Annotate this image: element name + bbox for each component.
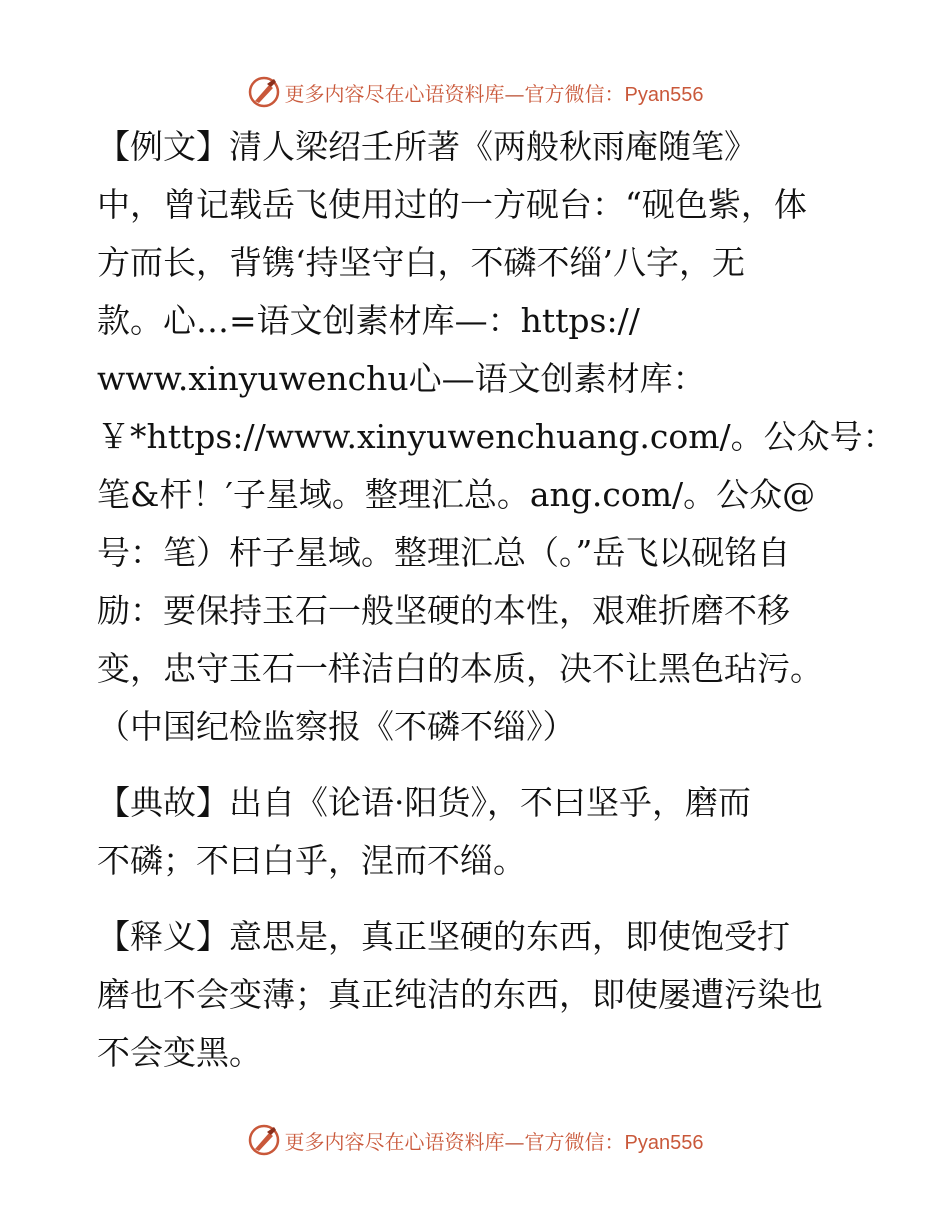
text-line: 变，忠守玉石一样洁白的本质，决不让黑色玷污。 <box>97 649 823 688</box>
allusion-paragraph <box>97 774 857 890</box>
pen-in-circle-logo-icon <box>247 1123 281 1157</box>
example-paragraph <box>97 118 896 756</box>
text-line: ￥*https://www.xinyuwenchuang.com/。公众号： <box>97 417 896 456</box>
text-line: 【释义】意思是，真正坚硬的东西，即使饱受打 <box>97 917 790 956</box>
document-body <box>97 118 896 1100</box>
pen-in-circle-logo-icon <box>247 75 281 109</box>
text-line: 磨也不会变薄；真正纯洁的东西，即使屡遭污染也 <box>97 975 823 1014</box>
text-line: （中国纪检监察报《不磷不缁》） <box>97 707 576 746</box>
text-line: 款。心…=语文创素材库—：https:// <box>97 301 640 340</box>
text-line: 不磷；不曰白乎，涅而不缁。 <box>97 841 526 880</box>
header-text: 更多内容尽在心语资料库—官方微信：Pyan556 <box>284 81 704 106</box>
text-line: 【例文】清人梁绍壬所著《两般秋雨庵随笔》 <box>97 127 757 166</box>
text-line: 【典故】出自《论语·阳货》，不曰坚乎，磨而 <box>97 783 751 822</box>
text-line: 不会变黑。 <box>97 1033 262 1072</box>
footer-text: 更多内容尽在心语资料库—官方微信：Pyan556 <box>284 1129 704 1154</box>
footer-banner <box>0 1120 950 1160</box>
header-banner <box>0 72 950 112</box>
text-line: 励：要保持玉石一般坚硬的本性，艰难折磨不移 <box>97 591 790 630</box>
text-line: 号：笔）杆子星域。整理汇总（。”岳飞以砚铭自 <box>97 533 791 572</box>
text-line: www.xinyuwenchu心—语文创素材库： <box>97 359 706 398</box>
text-line: 方而长，背镌‘持坚守白，不磷不缁’八字，无 <box>97 243 745 282</box>
meaning-paragraph <box>97 908 857 1082</box>
text-line: 中，曾记载岳飞使用过的一方砚台：“砚色紫，体 <box>97 185 807 224</box>
text-line: 笔&杆！′子星域。整理汇总。ang.com/。公众@ <box>97 475 816 514</box>
